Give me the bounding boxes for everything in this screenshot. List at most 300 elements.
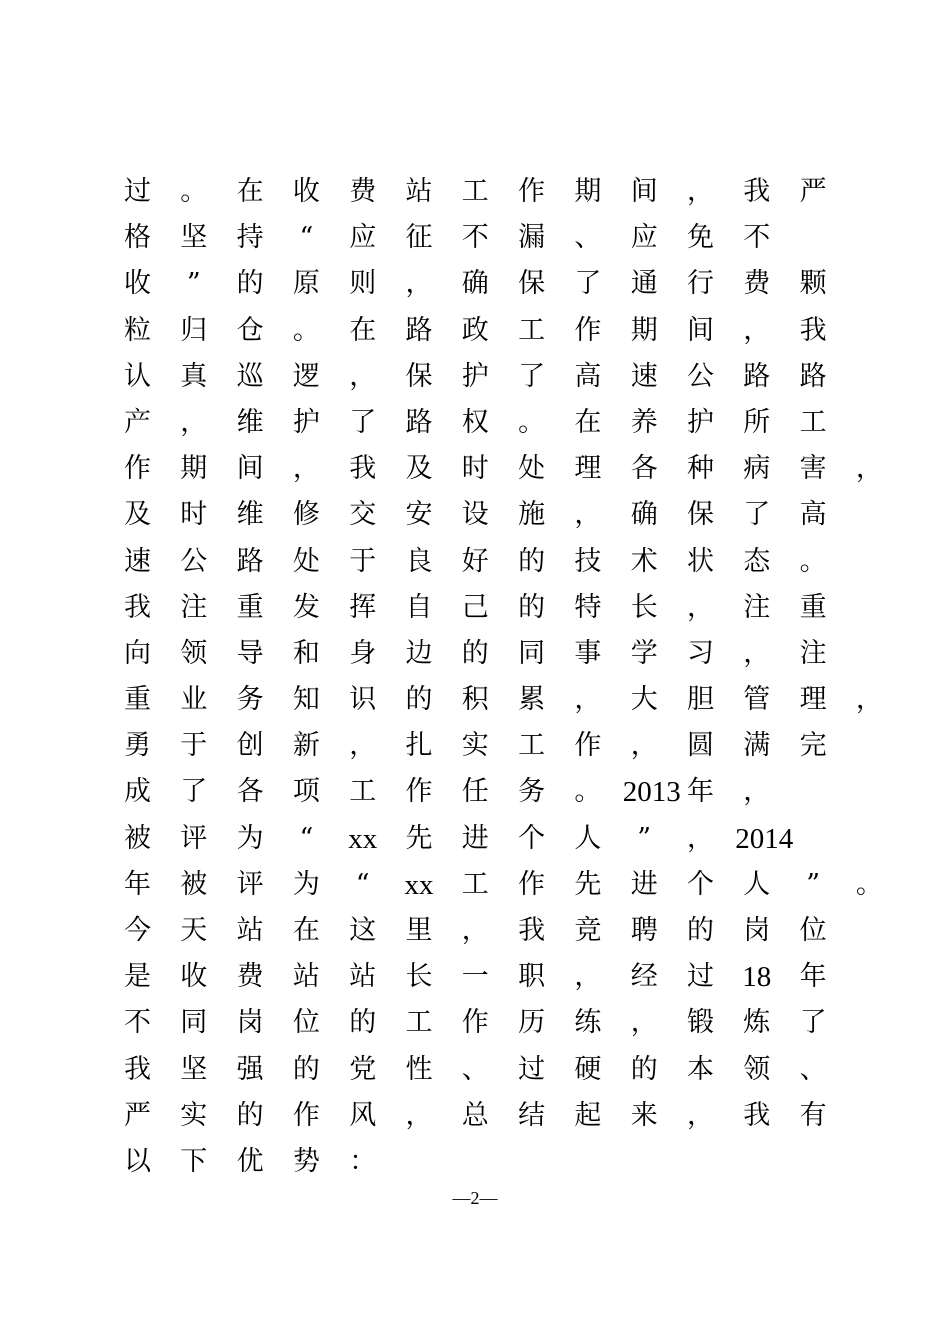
text-glyph: 位	[292, 1007, 320, 1039]
text-glyph: 练	[574, 1007, 602, 1039]
text-glyph: 。	[518, 406, 546, 438]
text-glyph: 年	[124, 868, 151, 900]
text-glyph: 粒	[124, 314, 151, 346]
text-glyph: 作	[574, 730, 602, 762]
text-glyph: 不	[743, 222, 771, 254]
text-glyph: 害	[799, 453, 827, 485]
text-glyph: 过	[124, 176, 151, 207]
text-glyph: 病	[743, 453, 771, 485]
text-glyph: 了	[349, 406, 377, 438]
body-text	[124, 170, 883, 1186]
text-glyph: 路	[405, 314, 433, 346]
text-glyph: 起	[574, 1099, 602, 1131]
text-glyph: 作	[518, 868, 546, 900]
text-line	[124, 493, 827, 539]
text-glyph: 护	[292, 406, 320, 438]
text-glyph: 收	[292, 176, 320, 207]
text-glyph: 自	[405, 591, 433, 623]
text-line	[124, 863, 883, 909]
text-glyph: 作	[574, 314, 602, 346]
text-glyph: 技	[574, 545, 602, 577]
text-glyph: 工	[349, 776, 377, 808]
text-glyph: 重	[236, 591, 264, 623]
text-glyph: 同	[518, 637, 546, 669]
text-glyph: 新	[292, 730, 320, 762]
text-glyph: 岗	[743, 915, 771, 946]
text-glyph: 事	[574, 637, 602, 669]
text-glyph: 养	[630, 406, 658, 438]
text-line	[124, 540, 827, 586]
text-glyph: 的	[349, 1007, 377, 1039]
text-glyph: 在	[236, 176, 264, 207]
text-line	[124, 216, 804, 262]
text-glyph: ”	[806, 868, 820, 900]
text-glyph: 时	[180, 499, 208, 531]
text-glyph: ，	[855, 453, 883, 485]
text-glyph: 确	[461, 268, 489, 300]
text-glyph: 所	[743, 406, 771, 438]
text-glyph: 术	[630, 545, 658, 577]
text-line	[124, 1094, 827, 1140]
text-glyph: 我	[799, 314, 827, 346]
text-glyph: 权	[461, 406, 489, 438]
text-glyph: 特	[574, 591, 602, 623]
text-glyph: 良	[405, 545, 433, 577]
text-glyph: ，	[405, 1099, 433, 1131]
text-glyph: 管	[743, 684, 771, 716]
text-glyph: 真	[180, 360, 208, 392]
text-glyph: ，	[630, 730, 658, 762]
text-glyph: 公	[180, 545, 208, 577]
text-glyph: 为	[236, 822, 264, 854]
text-glyph: 下	[180, 1145, 208, 1177]
text-glyph: 了	[518, 360, 546, 392]
text-glyph: “	[299, 222, 314, 254]
text-glyph: 里	[405, 915, 433, 946]
text-glyph: ”	[186, 268, 201, 300]
text-line	[124, 447, 883, 493]
text-glyph: 应	[349, 222, 377, 254]
text-glyph: 竞	[574, 915, 602, 946]
text-glyph: 保	[518, 268, 546, 300]
text-glyph: 位	[799, 915, 827, 946]
text-glyph: 保	[687, 499, 714, 531]
text-line	[124, 909, 827, 955]
text-glyph: 边	[405, 637, 433, 669]
text-glyph: ，	[855, 684, 883, 716]
text-glyph: 及	[405, 453, 433, 485]
text-line	[124, 586, 827, 632]
text-glyph: 费	[236, 961, 264, 993]
text-glyph: 被	[124, 822, 151, 854]
text-glyph: 了	[180, 776, 208, 808]
text-glyph: 勇	[124, 730, 151, 762]
text-glyph: 人	[743, 868, 771, 900]
text-glyph: xx	[404, 868, 434, 901]
text-glyph: 有	[799, 1099, 827, 1131]
text-line	[124, 955, 827, 1001]
text-glyph: 路	[236, 545, 264, 577]
text-glyph: 发	[292, 591, 320, 623]
text-glyph: 路	[743, 360, 771, 392]
text-glyph: “	[299, 822, 314, 854]
text-glyph: 锻	[687, 1007, 714, 1039]
text-glyph: 我	[349, 453, 377, 485]
text-glyph: ，	[687, 176, 714, 207]
text-glyph: ，	[461, 915, 489, 946]
text-glyph: 认	[124, 360, 151, 392]
text-glyph: 在	[574, 406, 602, 438]
text-glyph: 收	[180, 961, 208, 993]
text-glyph: 过	[518, 1053, 546, 1085]
text-glyph: 向	[124, 637, 151, 669]
text-glyph: 完	[799, 730, 827, 762]
text-glyph: 速	[630, 360, 658, 392]
text-glyph: 我	[743, 176, 771, 207]
text-glyph: 坚	[180, 222, 208, 254]
text-glyph: 职	[518, 961, 546, 993]
text-glyph: 累	[518, 684, 546, 716]
text-glyph: 圆	[687, 730, 714, 762]
text-glyph: 项	[292, 776, 320, 808]
text-glyph: 的	[630, 1053, 658, 1085]
text-glyph: 今	[124, 915, 151, 946]
text-glyph: 免	[687, 222, 714, 254]
text-glyph: 在	[292, 915, 320, 946]
text-glyph: 在	[349, 314, 377, 346]
text-glyph: 识	[349, 684, 377, 716]
text-glyph: 实	[180, 1099, 208, 1131]
text-glyph: 聘	[630, 915, 658, 946]
text-glyph: 修	[292, 499, 320, 531]
text-line	[124, 724, 827, 770]
text-glyph: 状	[687, 545, 714, 577]
text-glyph: 好	[461, 545, 489, 577]
text-glyph: 行	[687, 268, 714, 300]
text-glyph: 进	[630, 868, 658, 900]
page-number: —2—	[452, 1188, 498, 1208]
text-glyph: 高	[799, 499, 827, 531]
text-glyph: 。	[799, 545, 827, 577]
text-glyph: 扎	[405, 730, 433, 762]
text-glyph: 间	[236, 453, 264, 485]
text-line	[124, 678, 883, 724]
text-glyph: 了	[799, 1007, 827, 1039]
text-glyph: ，	[292, 453, 320, 485]
text-glyph: 理	[574, 453, 602, 485]
text-glyph: 先	[574, 868, 602, 900]
text-glyph: 护	[687, 406, 714, 438]
text-glyph: 、	[574, 222, 602, 254]
text-glyph: 作	[405, 776, 433, 808]
text-glyph: 期	[574, 176, 602, 207]
text-glyph: 大	[630, 684, 658, 716]
text-glyph: 年	[687, 776, 714, 808]
text-glyph: 严	[799, 176, 827, 207]
text-glyph: 。	[574, 776, 602, 808]
text-line	[124, 1048, 827, 1094]
text-glyph: 导	[236, 637, 264, 669]
text-glyph: 的	[461, 637, 489, 669]
text-glyph: 党	[349, 1053, 377, 1085]
text-glyph: 天	[180, 915, 208, 946]
text-glyph: 这	[349, 915, 377, 946]
text-glyph: ，	[349, 360, 377, 392]
text-glyph: 挥	[349, 591, 377, 623]
text-glyph: 的	[292, 1053, 320, 1085]
text-glyph: 作	[292, 1099, 320, 1131]
text-glyph: 知	[292, 684, 320, 716]
text-glyph: 作	[124, 453, 151, 485]
text-glyph: 一	[461, 961, 489, 993]
text-glyph: ，	[687, 591, 714, 623]
text-glyph: 经	[630, 961, 658, 993]
text-glyph: 来	[630, 1099, 658, 1131]
text-glyph: ，	[743, 314, 771, 346]
text-glyph: 了	[743, 499, 771, 531]
text-line	[124, 817, 804, 863]
text-glyph: 站	[292, 961, 320, 993]
text-glyph: 原	[292, 268, 320, 300]
text-glyph: 工	[799, 406, 827, 438]
text-glyph: 长	[630, 591, 658, 623]
text-line	[124, 355, 827, 401]
text-glyph: 严	[124, 1099, 151, 1131]
text-glyph: 安	[405, 499, 433, 531]
text-glyph: 作	[461, 1007, 489, 1039]
text-glyph: 长	[405, 961, 433, 993]
text-glyph: 的	[236, 268, 264, 300]
text-glyph: 年	[799, 961, 827, 993]
text-glyph: 期	[180, 453, 208, 485]
text-glyph: 硬	[574, 1053, 602, 1085]
text-glyph: 公	[687, 360, 714, 392]
text-glyph: 政	[461, 314, 489, 346]
text-glyph: 处	[292, 545, 320, 577]
text-glyph: 工	[405, 1007, 433, 1039]
text-glyph: 的	[518, 545, 546, 577]
text-glyph: 的	[236, 1099, 264, 1131]
text-line	[124, 1140, 804, 1186]
text-glyph: 路	[405, 406, 433, 438]
text-glyph: ，	[630, 1007, 658, 1039]
text-line	[124, 770, 804, 816]
text-glyph: 重	[799, 591, 827, 623]
text-glyph: ，	[743, 637, 771, 669]
text-glyph: 持	[236, 222, 264, 254]
text-glyph: 作	[518, 176, 546, 207]
text-glyph: 交	[349, 499, 377, 531]
text-glyph: 工	[461, 868, 489, 900]
text-line	[124, 401, 827, 447]
text-glyph: 18	[742, 961, 772, 994]
text-glyph: 领	[180, 637, 208, 669]
text-glyph: 高	[574, 360, 602, 392]
text-glyph: 己	[461, 591, 489, 623]
text-glyph: 以	[124, 1145, 151, 1177]
text-glyph: 于	[349, 545, 377, 577]
text-glyph: 进	[461, 822, 489, 854]
text-glyph: ，	[574, 499, 602, 531]
text-glyph: 和	[292, 637, 320, 669]
text-glyph: 间	[630, 176, 658, 207]
text-glyph: ，	[349, 730, 377, 762]
text-glyph: 费	[743, 268, 771, 300]
text-glyph: 工	[518, 314, 546, 346]
text-glyph: 、	[461, 1053, 489, 1085]
text-glyph: 施	[518, 499, 546, 531]
text-glyph: 势	[292, 1145, 320, 1177]
text-glyph: 先	[405, 822, 433, 854]
text-glyph: 速	[124, 545, 151, 577]
text-glyph: xx	[348, 822, 378, 855]
text-glyph: 强	[236, 1053, 264, 1085]
text-glyph: 风	[349, 1099, 377, 1131]
text-glyph: ，	[574, 961, 602, 993]
text-glyph: 业	[180, 684, 208, 716]
text-glyph: ，	[743, 776, 771, 808]
text-glyph: 保	[405, 360, 433, 392]
text-glyph: 各	[630, 453, 658, 485]
text-line	[124, 632, 827, 678]
text-glyph: 理	[799, 684, 827, 716]
text-glyph: ，	[687, 1099, 714, 1131]
text-glyph: 本	[687, 1053, 714, 1085]
text-glyph: 了	[574, 268, 602, 300]
text-glyph: 结	[518, 1099, 546, 1131]
text-glyph: 胆	[687, 684, 714, 716]
text-glyph: 维	[236, 499, 264, 531]
text-glyph: 颗	[799, 268, 827, 300]
text-glyph: 是	[124, 961, 151, 993]
text-glyph: 优	[236, 1145, 264, 1177]
text-glyph: 为	[292, 868, 320, 900]
text-glyph: 同	[180, 1007, 208, 1039]
text-glyph: 创	[236, 730, 264, 762]
text-glyph: 注	[799, 637, 827, 669]
text-glyph: 间	[687, 314, 714, 346]
text-glyph: 种	[687, 453, 714, 485]
text-glyph: 我	[518, 915, 546, 946]
text-glyph: 我	[743, 1099, 771, 1131]
text-glyph: 历	[518, 1007, 546, 1039]
text-glyph: 维	[236, 406, 264, 438]
text-glyph: 通	[630, 268, 658, 300]
text-glyph: 站	[236, 915, 264, 946]
text-glyph: 满	[743, 730, 771, 762]
text-glyph: ，	[574, 684, 602, 716]
text-glyph: 征	[405, 222, 433, 254]
text-glyph: 被	[180, 868, 208, 900]
text-glyph: ，	[687, 822, 714, 854]
text-glyph: 各	[236, 776, 264, 808]
text-glyph: 积	[461, 684, 489, 716]
text-glyph: 实	[461, 730, 489, 762]
text-glyph: 岗	[236, 1007, 264, 1039]
text-glyph: 护	[461, 360, 489, 392]
text-glyph: 习	[687, 637, 714, 669]
text-glyph: 注	[743, 591, 771, 623]
text-glyph: 评	[180, 822, 208, 854]
text-glyph: ”	[637, 822, 652, 854]
text-glyph: 任	[461, 776, 489, 808]
text-glyph: 站	[405, 176, 433, 207]
text-glyph: 不	[124, 1007, 151, 1039]
text-glyph: 评	[236, 868, 264, 900]
text-glyph: 产	[124, 406, 151, 438]
text-line	[124, 309, 827, 355]
text-glyph: 身	[349, 637, 377, 669]
text-glyph: 格	[124, 222, 151, 254]
text-glyph: 过	[687, 961, 714, 993]
text-glyph: 应	[630, 222, 658, 254]
text-glyph: 的	[687, 915, 714, 946]
text-glyph: 设	[461, 499, 489, 531]
text-glyph: 领	[743, 1053, 771, 1085]
text-glyph: 性	[405, 1053, 433, 1085]
text-glyph: 注	[180, 591, 208, 623]
text-glyph: 归	[180, 314, 208, 346]
text-glyph: ，	[180, 406, 208, 438]
text-glyph: 坚	[180, 1053, 208, 1085]
text-glyph: 不	[461, 222, 489, 254]
text-glyph: 个	[518, 822, 546, 854]
text-glyph: 的	[518, 591, 546, 623]
text-glyph: ：	[349, 1145, 377, 1177]
text-glyph: 工	[518, 730, 546, 762]
text-glyph: ，	[405, 268, 433, 300]
text-glyph: 炼	[743, 1007, 771, 1039]
text-glyph: 仓	[236, 314, 264, 346]
text-glyph: 路	[799, 360, 827, 392]
text-glyph: 态	[743, 545, 771, 577]
text-glyph: 。	[292, 314, 320, 346]
text-glyph: 工	[461, 176, 489, 207]
text-glyph: 。	[180, 176, 208, 207]
text-glyph: 时	[461, 453, 489, 485]
text-glyph: 务	[236, 684, 264, 716]
text-glyph: 成	[124, 776, 151, 808]
text-glyph: 确	[630, 499, 658, 531]
text-line	[124, 262, 827, 308]
text-glyph: 于	[180, 730, 208, 762]
text-glyph: 人	[574, 822, 602, 854]
text-glyph: 收	[124, 268, 151, 300]
text-glyph: 。	[855, 868, 883, 900]
text-glyph: 2013	[622, 776, 681, 809]
text-glyph: “	[355, 868, 370, 900]
text-glyph: 学	[630, 637, 658, 669]
text-glyph: 巡	[236, 360, 264, 392]
text-glyph: 务	[518, 776, 546, 808]
text-glyph: 期	[630, 314, 658, 346]
text-glyph: 则	[349, 268, 377, 300]
text-glyph: 、	[799, 1053, 827, 1085]
text-glyph: 漏	[518, 222, 546, 254]
text-glyph: 我	[124, 1053, 151, 1085]
text-glyph: 处	[518, 453, 546, 485]
text-glyph: 的	[405, 684, 433, 716]
text-glyph: 2014	[735, 822, 794, 855]
text-line	[124, 1001, 827, 1047]
text-glyph: 重	[124, 684, 151, 716]
text-glyph: 总	[461, 1099, 489, 1131]
text-glyph: 站	[349, 961, 377, 993]
text-glyph: 及	[124, 499, 151, 531]
text-glyph: 我	[124, 591, 151, 623]
text-glyph: 费	[349, 176, 377, 207]
text-glyph: 个	[687, 868, 714, 900]
